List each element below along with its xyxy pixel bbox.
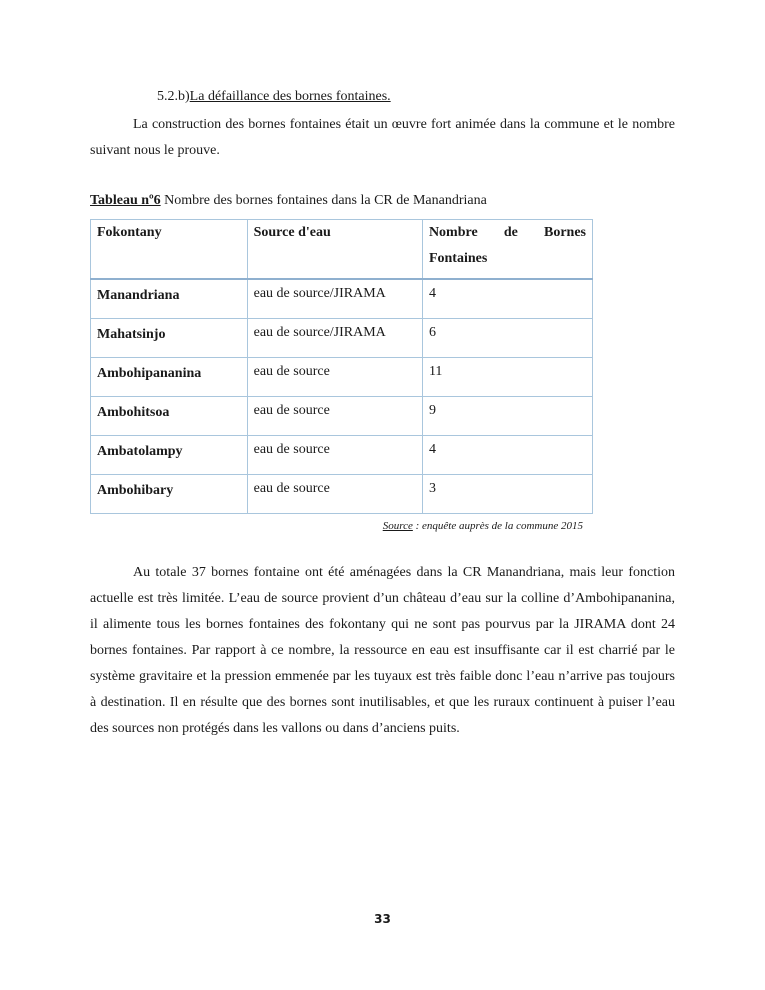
section-heading (157, 89, 391, 105)
header-count-line1: Nombre de Bornes (428, 225, 586, 240)
table-row (91, 279, 593, 319)
cell-count: 4 (422, 279, 592, 319)
header-fokontany: Fokontany (91, 220, 248, 280)
table-caption (90, 193, 487, 209)
cell-count: 9 (422, 397, 592, 436)
cell-fokontany: Ambohipananina (91, 358, 248, 397)
cell-fokontany: Ambatolampy (91, 436, 248, 475)
cell-count: 4 (422, 436, 592, 475)
cell-fokontany: Mahatsinjo (91, 319, 248, 358)
table-header-row (91, 220, 593, 280)
cell-source: eau de source (247, 475, 422, 514)
section-number: 5.2.b) (157, 89, 190, 104)
table-row (91, 358, 593, 397)
cell-fokontany: Ambohitsoa (91, 397, 248, 436)
cell-source: eau de source/JIRAMA (247, 279, 422, 319)
cell-source: eau de source (247, 358, 422, 397)
header-count-line2: Fontaines (428, 251, 488, 266)
table-caption-text: Nombre des bornes fontaines dans la CR de Manandriana (164, 193, 487, 208)
header-count (422, 220, 592, 280)
page-number: 33 (374, 912, 391, 926)
header-source: Source d'eau (247, 220, 422, 280)
body-paragraph: Au totale 37 bornes fontaine ont été aménagées dans la CR Manandriana, mais leur fonction actuelle est très limitée. L’eau de source provient d’un château d’eau sur la colline d’Ambohipananina, il alimente tous les bornes fontaines des fokontany qui ne sont pas pourvus par la JIRAMA dont 24 bornes fontaines. Par rapport à ce nombre, la ressource en eau est insuffisante car il est charrié par le système gravitaire et la pression emmenée par les tuyaux est très faible donc l’eau n’arrive pas toujours à destination. Il en résulte que des bornes sont inutilisables, et que les ruraux continuent à puiser l’eau des sources non protégés dans les vallons ou dans d’anciens puits. (90, 565, 675, 736)
fountains-table (90, 219, 593, 514)
table-source-note (383, 520, 583, 532)
cell-source: eau de source (247, 397, 422, 436)
cell-count: 6 (422, 319, 592, 358)
cell-count: 11 (422, 358, 592, 397)
source-text: : enquête auprès de la commune 2015 (412, 520, 583, 532)
table-row (91, 436, 593, 475)
table-label: Tableau nº6 (90, 193, 161, 208)
cell-fokontany: Ambohibary (91, 475, 248, 514)
cell-count: 3 (422, 475, 592, 514)
cell-source: eau de source/JIRAMA (247, 319, 422, 358)
cell-source: eau de source (247, 436, 422, 475)
intro-paragraph: La construction des bornes fontaines était un œuvre fort animée dans la commune et le nombre suivant nous le prouve. (90, 117, 675, 158)
table-row (91, 475, 593, 514)
table-row (91, 319, 593, 358)
source-label: Source (382, 520, 413, 532)
cell-fokontany: Manandriana (91, 279, 248, 319)
section-title: La défaillance des bornes fontaines. (189, 89, 391, 104)
table-row (91, 397, 593, 436)
